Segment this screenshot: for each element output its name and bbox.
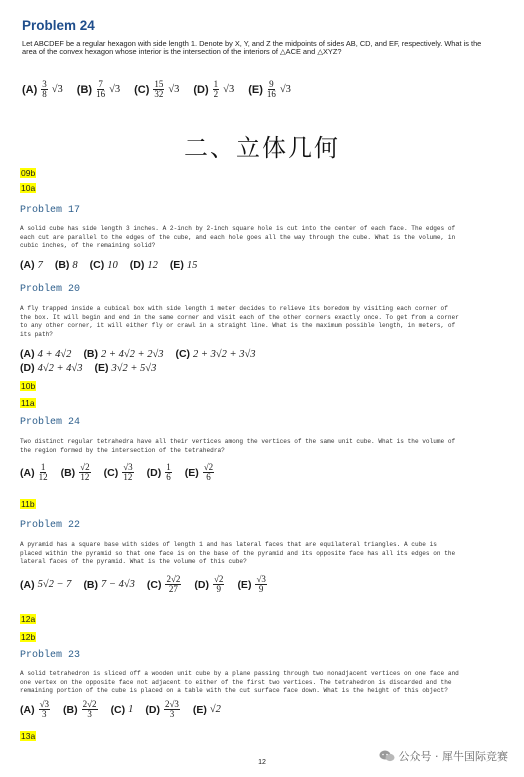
denominator: 9 xyxy=(216,584,221,594)
answer-choice xyxy=(145,700,181,719)
answer-choice xyxy=(55,259,78,271)
answer-choice xyxy=(20,463,49,482)
answer-choice xyxy=(134,80,179,99)
choice-label: (C) xyxy=(146,578,162,591)
choice-label: (C) xyxy=(134,83,150,96)
choice-label: (D) xyxy=(146,466,162,479)
answer-choice xyxy=(170,259,198,271)
answer-choice xyxy=(20,259,43,271)
choice-value: 15 xyxy=(186,259,198,271)
choice-label: (B) xyxy=(60,466,76,479)
problem-24b-statement: Two distinct regular tetrahedra have all their vertices among the vertices of the same unit cube. What is the volume of the region formed by the intersection of the tetrahedra? xyxy=(20,438,456,454)
answer-choice xyxy=(185,463,215,482)
fraction xyxy=(79,463,90,482)
tag-11a: 11a xyxy=(21,398,35,408)
choice-label: (E) xyxy=(192,703,207,716)
choice-label: (D) xyxy=(194,578,209,591)
answer-choice xyxy=(147,463,173,482)
choice-value: 8 xyxy=(72,259,78,271)
fraction xyxy=(165,575,181,594)
choice-label: (D) xyxy=(193,83,209,96)
choice-label: (A) xyxy=(20,348,35,360)
numerator: 7 xyxy=(98,79,103,89)
choice-label: (A) xyxy=(20,578,35,591)
denominator: 16 xyxy=(96,89,106,99)
choice-label: (D) xyxy=(20,362,35,374)
choice-label: (A) xyxy=(20,703,35,716)
numerator: 1 xyxy=(40,462,46,472)
problem-23-choices xyxy=(20,700,221,719)
fraction xyxy=(39,700,50,719)
fraction xyxy=(255,575,266,594)
answer-choice xyxy=(193,80,234,99)
tag-12b: 12b xyxy=(21,632,36,642)
numerator: 2√2 xyxy=(166,574,181,584)
numerator: √3 xyxy=(39,699,50,709)
answer-choice xyxy=(20,700,51,719)
answer-choice xyxy=(104,463,135,482)
choice-value: 12 xyxy=(147,259,158,271)
denominator: 12 xyxy=(123,472,133,482)
wechat-icon xyxy=(379,750,395,762)
denominator: 32 xyxy=(154,89,164,99)
fraction xyxy=(213,80,220,99)
choice-value: 3√2 + 5√3 xyxy=(111,362,157,374)
choice-label: (C) xyxy=(103,466,119,479)
numerator: √2 xyxy=(203,462,214,472)
problem-24b-choices xyxy=(20,463,215,482)
fraction xyxy=(165,463,172,482)
watermark xyxy=(379,748,509,764)
tag-09b: 09b xyxy=(21,168,36,178)
choice-value: 5√2 − 7 xyxy=(37,579,72,590)
problem-22-choices xyxy=(20,575,268,594)
answer-choice xyxy=(130,259,158,271)
answer-choice xyxy=(147,575,183,594)
numerator: √3 xyxy=(123,462,133,472)
numerator: 15 xyxy=(154,79,164,89)
answer-choice xyxy=(63,700,99,719)
answer-choice xyxy=(20,362,82,374)
denominator: 3 xyxy=(87,709,92,719)
radical: √ 3 xyxy=(223,84,234,95)
fraction xyxy=(122,463,133,482)
problem-20-choices-row2 xyxy=(20,362,156,374)
problem-24b-title: Problem 24 xyxy=(20,417,81,428)
tag-10b: 10b xyxy=(21,381,36,391)
problem-17-choices xyxy=(20,259,197,271)
fraction xyxy=(96,80,105,99)
choice-value: √2 xyxy=(209,704,221,715)
numerator: 3 xyxy=(42,79,47,89)
radical: √ 3 xyxy=(52,84,63,95)
denominator: 9 xyxy=(258,584,264,594)
problem-20-choices-row1 xyxy=(20,348,256,360)
answer-choice xyxy=(248,80,291,99)
numerator: √2 xyxy=(80,462,90,472)
choice-label: (A) xyxy=(22,83,38,96)
tag-13a: 13a xyxy=(21,731,36,741)
numerator: 1 xyxy=(166,462,171,472)
fraction xyxy=(82,700,98,719)
choice-label: (E) xyxy=(237,578,252,591)
choice-label: (A) xyxy=(20,259,35,271)
choice-value: 4 + 4√2 xyxy=(37,348,72,360)
answer-choice xyxy=(22,80,63,99)
numerator: 2√2 xyxy=(82,699,97,709)
answer-choice xyxy=(94,362,156,374)
choice-label: (E) xyxy=(94,362,109,374)
fraction xyxy=(153,80,164,99)
answer-choice xyxy=(175,348,255,360)
choice-label: (D) xyxy=(145,703,160,716)
problem-24-title: Problem 24 xyxy=(22,18,95,33)
problem-24-statement: Let ABCDEF be a regular hexagon with side length 1. Denote by X, Y, and Z the midpoints of sides AB, CD, and EF, respectively. What is the area of the convex hexagon whose interior is the intersection of the interiors of △ACE and △XYZ? xyxy=(22,39,482,57)
problem-23-title: Problem 23 xyxy=(20,650,81,661)
problem-20-title: Problem 20 xyxy=(20,284,81,295)
problem-23-statement: A solid tetrahedron is sliced off a wooden unit cube by a plane passing through two nonadjacent vertices on one face and one vertex on the opposite face not adjacent to either of the first two vertices. The tetrahedron is discarded and the remaining portion of the cube is placed on a table with the cut surface face down. What is the height of this object? xyxy=(20,670,459,695)
fraction xyxy=(39,463,48,482)
numerator: 2√3 xyxy=(164,699,179,709)
answer-choice xyxy=(193,704,221,716)
denominator: 2 xyxy=(213,89,219,99)
tag-11b: 11b xyxy=(21,499,35,509)
choice-value: 2 + 4√2 + 2√3 xyxy=(101,348,164,360)
answer-choice xyxy=(61,463,92,482)
tag-12a: 12a xyxy=(21,614,36,624)
answer-choice xyxy=(20,348,71,360)
fraction xyxy=(267,80,276,99)
choice-value: 4√2 + 4√3 xyxy=(37,362,83,374)
fraction xyxy=(164,700,180,719)
answer-choice xyxy=(237,575,267,594)
numerator: 9 xyxy=(269,79,274,89)
choice-label: (C) xyxy=(110,703,126,716)
answer-choice xyxy=(83,348,163,360)
answer-choice xyxy=(111,704,134,716)
problem-17-title: Problem 17 xyxy=(20,205,81,216)
denominator: 16 xyxy=(266,89,276,99)
choice-label: (E) xyxy=(169,259,184,271)
problem-22-title: Problem 22 xyxy=(20,520,81,531)
fraction xyxy=(213,575,224,594)
radical: √ 3 xyxy=(280,84,291,95)
denominator: 3 xyxy=(42,709,47,719)
choice-label: (B) xyxy=(76,83,93,96)
problem-20-statement: A fly trapped inside a cubical box with side length 1 meter decides to relieve its boredom by visiting each corner of the box. It will begin and end in the same corner and visit each of the other corners exactly once. To get from a corner to any other corner, it will either fly or crawl in a straight line. What is the maximum possible length, in meters, of its path? xyxy=(20,305,459,338)
choice-label: (E) xyxy=(248,83,263,96)
section-heading: 二、立体几何 xyxy=(184,134,340,162)
choice-value: 7 − 4√3 xyxy=(101,579,135,590)
answer-choice xyxy=(77,80,120,99)
problem-22-statement: A pyramid has a square base with sides of length 1 and has lateral faces that are equilateral triangles. A cube is placed within the pyramid so that one face is on the base of the pyramid and its opposite face has all its edges on the lateral faces of the pyramid. What is the volume of this cube? xyxy=(20,541,456,566)
problem-24-choices xyxy=(22,80,291,99)
choice-value: 10 xyxy=(107,259,118,271)
answer-choice xyxy=(194,575,225,594)
choice-value: 1 xyxy=(128,704,134,715)
denominator: 6 xyxy=(206,472,211,482)
fraction xyxy=(203,463,214,482)
choice-label: (B) xyxy=(83,578,99,591)
numerator: 1 xyxy=(213,79,219,89)
answer-choice xyxy=(83,579,134,591)
problem-17-statement: A solid cube has side length 3 inches. A 2-inch by 2-inch square hole is cut into the center of each face. The edges of each cut are parallel to the edges of the cube, and each hole goes all the way through the cube. What is the volume, in cubic inches, of the remaining solid? xyxy=(20,225,456,250)
answer-choice xyxy=(20,579,71,591)
numerator: √3 xyxy=(256,574,266,584)
choice-label: (B) xyxy=(54,259,70,271)
choice-label: (D) xyxy=(129,259,145,271)
denominator: 8 xyxy=(42,89,47,99)
denominator: 12 xyxy=(38,472,48,482)
choice-value: 7 xyxy=(37,259,43,271)
choice-label: (A) xyxy=(20,466,35,479)
denominator: 3 xyxy=(169,709,175,719)
choice-label: (B) xyxy=(83,348,99,360)
radical: √ 3 xyxy=(168,84,179,95)
choice-label: (C) xyxy=(89,259,105,271)
choice-value: 2 + 3√2 + 3√3 xyxy=(193,348,256,360)
denominator: 6 xyxy=(166,472,171,482)
watermark-text: 公众号 · 犀牛国际竞赛 xyxy=(398,750,508,763)
denominator: 12 xyxy=(80,472,90,482)
answer-choice xyxy=(90,259,118,271)
choice-label: (B) xyxy=(63,703,78,716)
fraction xyxy=(41,80,48,99)
choice-label: (C) xyxy=(175,348,191,360)
numerator: √2 xyxy=(213,574,224,584)
tag-10a: 10a xyxy=(21,183,36,193)
page-number: 12 xyxy=(258,759,266,766)
denominator: 27 xyxy=(168,584,178,594)
choice-label: (E) xyxy=(184,466,199,479)
radical: √ 3 xyxy=(109,84,120,95)
